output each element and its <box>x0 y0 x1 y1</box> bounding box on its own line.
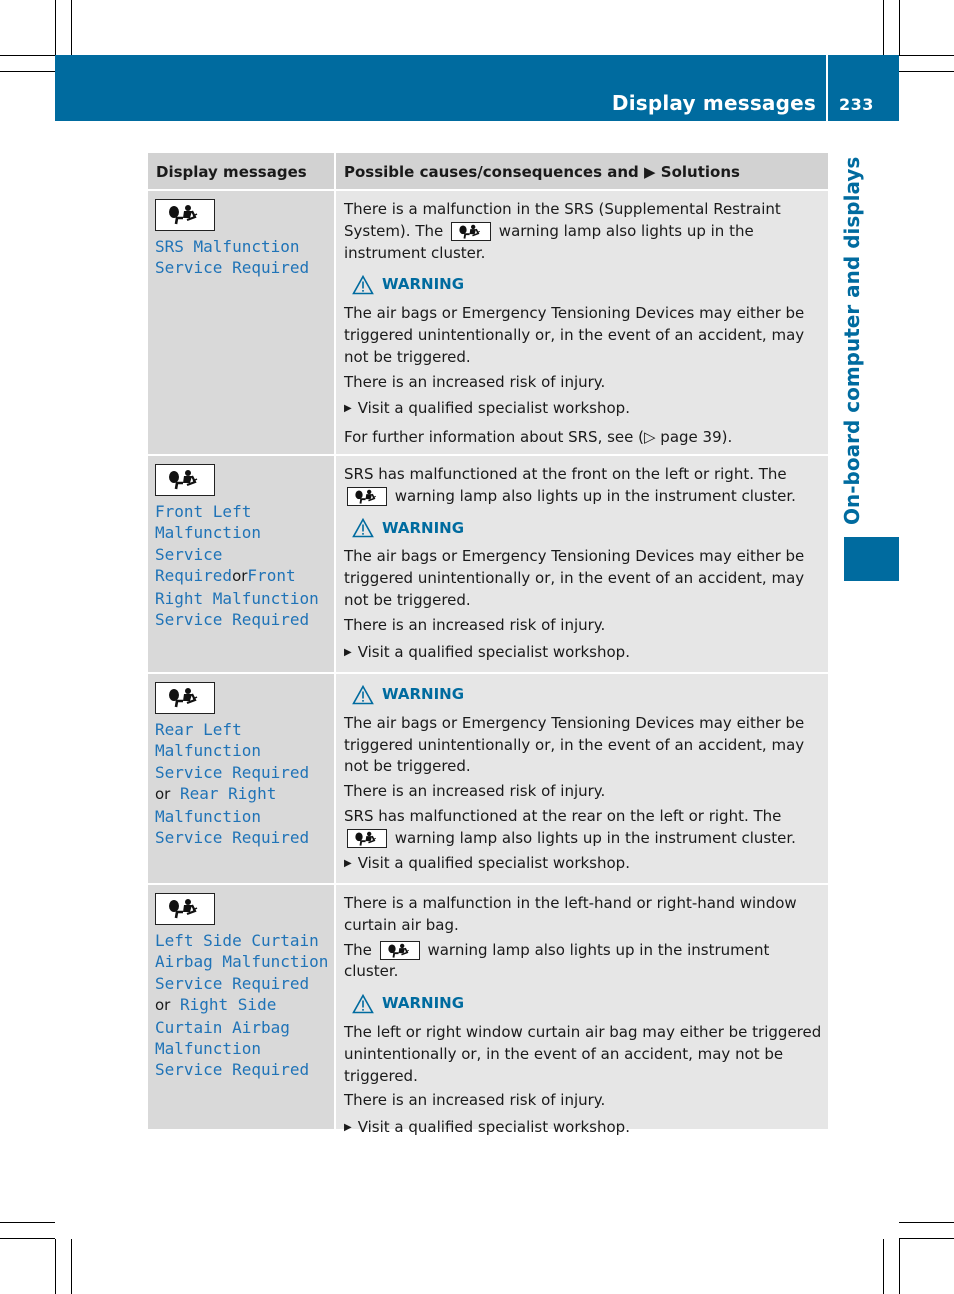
message-line: Malfunction <box>155 1039 261 1059</box>
further-info-text: For further information about SRS, see (▷ page 39). <box>344 428 733 447</box>
srs-airbag-icon <box>451 222 491 241</box>
crop-mark <box>55 1239 56 1294</box>
message-line: Service Required <box>155 973 310 993</box>
crop-mark <box>899 0 900 55</box>
message-line: Front Left <box>155 502 252 521</box>
warning-heading <box>344 274 822 296</box>
message-line: Left Side Curtain <box>155 931 319 950</box>
risk-text: There is an increased risk of injury. <box>344 782 606 801</box>
message-or: or <box>155 996 171 1015</box>
srs-airbag-icon <box>155 893 215 925</box>
cause-text <box>344 940 822 984</box>
message-line: Right Malfunction <box>155 588 319 608</box>
risk-text: There is an increased risk of injury. <box>344 372 606 391</box>
message-cell <box>148 191 334 454</box>
cause-text-part: The <box>344 940 372 959</box>
message-line: Airbag Malfunction <box>155 952 329 972</box>
warning-text: The air bags or Emergency Tensioning Devices may either be triggered unintentionally or, in the event of an accident, may not be triggered. <box>344 713 805 776</box>
message-line <box>155 783 334 805</box>
page-header <box>55 55 899 121</box>
warning-label: WARNING <box>382 518 465 537</box>
crop-mark <box>899 1239 900 1294</box>
message-part: Right Side <box>180 995 277 1015</box>
warning-text: The left or right window curtain air bag may either be triggered unintentionally or, in the event of an accident, may not be triggered. <box>344 1022 822 1085</box>
crop-mark <box>899 1238 954 1239</box>
message-part: Rear Right <box>180 784 277 804</box>
cause-text-part: There is a malfunction in the SRS (Supplemental Restraint System). The <box>344 200 781 240</box>
srs-airbag-icon <box>347 829 387 848</box>
crop-mark <box>0 71 55 72</box>
srs-airbag-icon <box>347 487 387 506</box>
crop-mark <box>71 1239 72 1294</box>
display-messages-table <box>148 153 828 1137</box>
col-header-messages: Display messages <box>156 163 307 181</box>
table-header <box>148 153 828 189</box>
crop-mark <box>883 1239 884 1294</box>
cause-text <box>344 806 822 850</box>
message-cell <box>148 456 334 672</box>
message-line: Malfunction <box>155 523 261 543</box>
warning-label: WARNING <box>382 994 465 1013</box>
message-line: Service Required <box>155 258 310 278</box>
cause-text: There is a malfunction in the left-hand or right-hand window curtain air bag. <box>344 894 797 934</box>
warning-triangle-icon <box>352 685 374 705</box>
col-header-causes-text: Possible causes/consequences and <box>344 163 639 181</box>
action-text: ▶ Visit a qualified specialist workshop. <box>344 1117 822 1139</box>
crop-mark <box>899 1222 954 1223</box>
message-part: Front <box>247 566 296 586</box>
message-part: Required <box>155 566 233 586</box>
crop-mark <box>899 71 954 72</box>
crop-mark <box>71 0 72 55</box>
chapter-title: On-board computer and displays <box>840 156 864 525</box>
risk-text: There is an increased risk of injury. <box>344 1091 606 1110</box>
action-text: ▶ Visit a qualified specialist workshop. <box>344 642 822 664</box>
srs-airbag-icon <box>155 682 215 714</box>
message-line: Service Required <box>155 1060 310 1080</box>
crop-mark <box>899 55 954 56</box>
table-row <box>148 189 828 454</box>
action-text: ▶ Visit a qualified specialist workshop. <box>344 853 822 875</box>
cause-text <box>344 199 822 264</box>
crop-mark <box>0 1238 55 1239</box>
table-row <box>148 672 828 883</box>
cause-text-part: SRS has malfunctioned at the front on the left or right. The <box>344 465 787 483</box>
risk-text: There is an increased risk of injury. <box>344 615 606 634</box>
message-line: Rear Left <box>155 720 242 739</box>
srs-airbag-icon <box>155 464 215 496</box>
warning-text: The air bags or Emergency Tensioning Devices may either be triggered unintentionally or, in the event of an accident, may not be triggered. <box>344 547 805 609</box>
table-row <box>148 454 828 672</box>
cause-text-part: warning lamp also lights up in the instrument cluster. <box>394 828 796 847</box>
warning-label: WARNING <box>382 685 465 703</box>
warning-text: The air bags or Emergency Tensioning Devices may either be triggered unintentionally or, in the event of an accident, may not be triggered. <box>344 304 805 366</box>
warning-heading <box>344 993 822 1015</box>
cause-cell <box>334 456 828 672</box>
arrow-icon: ▶ <box>644 163 656 181</box>
message-line <box>155 565 334 587</box>
cause-text-part: warning lamp also lights up in the instrument cluster. <box>344 221 754 262</box>
message-line: Service <box>155 544 223 564</box>
chapter-tab <box>830 156 882 530</box>
warning-triangle-icon <box>352 275 374 295</box>
col-header-solutions-text: Solutions <box>660 163 740 181</box>
action-text: ▶ Visit a qualified specialist workshop. <box>344 398 822 420</box>
message-line: Service Required <box>155 762 310 782</box>
message-line: Malfunction <box>155 741 261 761</box>
cause-text <box>344 464 822 508</box>
warning-heading <box>344 518 822 540</box>
page-title: Display messages <box>611 91 816 115</box>
crop-mark <box>0 1222 55 1223</box>
table-row <box>148 883 828 1137</box>
cause-cell <box>334 674 828 883</box>
srs-airbag-icon <box>155 199 215 231</box>
message-line <box>155 994 334 1016</box>
crop-mark <box>0 55 55 56</box>
warning-triangle-icon <box>352 518 374 538</box>
crop-mark <box>883 0 884 55</box>
message-line: SRS Malfunction <box>155 237 300 256</box>
warning-heading <box>344 684 822 706</box>
header-divider <box>826 55 828 121</box>
warning-triangle-icon <box>352 994 374 1014</box>
col-header-causes <box>334 153 828 189</box>
warning-label: WARNING <box>382 275 465 294</box>
message-or: or <box>155 785 171 804</box>
message-line: Service Required <box>155 828 310 848</box>
cause-text-part: warning lamp also lights up in the instrument cluster. <box>344 940 770 981</box>
message-or: or <box>232 567 248 586</box>
cause-text-part: SRS has malfunctioned at the rear on the left or right. The <box>344 806 782 825</box>
message-line: Service Required <box>155 610 310 630</box>
chapter-tab-marker <box>844 537 899 581</box>
message-cell <box>148 674 334 883</box>
cause-cell <box>334 191 828 454</box>
message-cell <box>148 885 334 1129</box>
message-line: Curtain Airbag <box>155 1017 290 1037</box>
cause-text-part: warning lamp also lights up in the instrument cluster. <box>394 486 796 505</box>
srs-airbag-icon <box>380 941 420 960</box>
cause-cell <box>334 885 828 1137</box>
page-number: 233 <box>839 95 874 114</box>
message-line: Malfunction <box>155 806 261 826</box>
crop-mark <box>55 0 56 55</box>
